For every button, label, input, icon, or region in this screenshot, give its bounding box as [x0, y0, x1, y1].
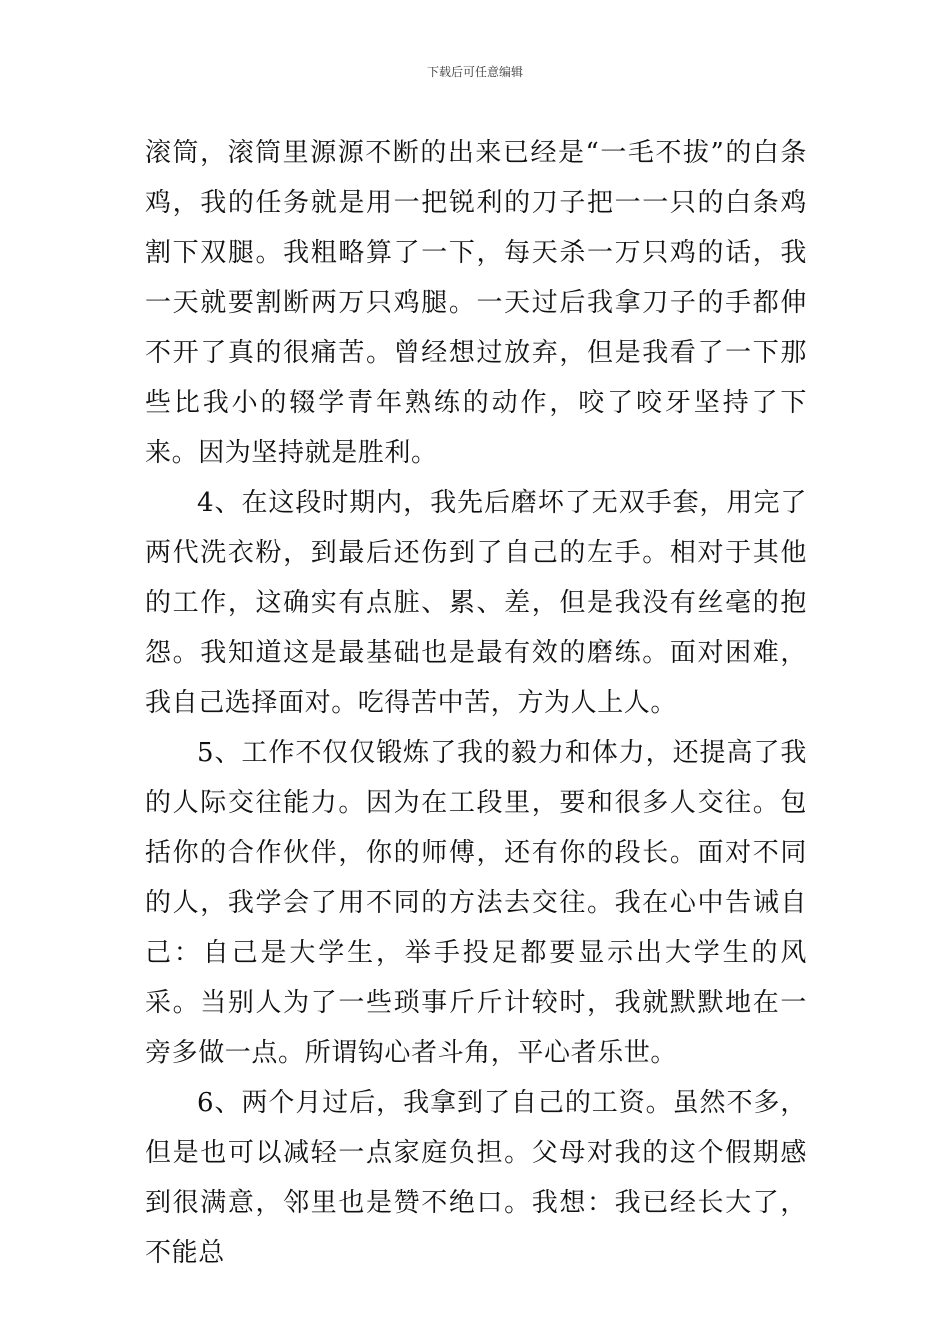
document-body — [145, 128, 807, 1278]
paragraph-6: 6、两个月过后，我拿到了自己的工资。虽然不多，但是也可以减轻一点家庭负担。父母对我的这个假期感到很满意，邻里也是赞不绝口。我想：我已经长大了，不能总 — [145, 1088, 807, 1268]
paragraph-5: 5、工作不仅仅锻炼了我的毅力和体力，还提高了我的人际交往能力。因为在工段里，要和很多人交往。包括你的合作伙伴，你的师傅，还有你的段长。面对不同的人，我学会了用不同的方法去交往。我在心中告诫自己：自己是大学生，举手投足都要显示出大学生的风采。当别人为了一些琐事斤斤计较时，我就默默地在一旁多做一点。所谓钩心者斗角，平心者乐世。 — [145, 738, 807, 1068]
paragraph-4: 4、在这段时期内，我先后磨坏了无双手套，用完了两代洗衣粉，到最后还伤到了自己的左手。相对于其他的工作，这确实有点脏、累、差，但是我没有丝毫的抱怨。我知道这是最基础也是最有效的磨练。面对困难，我自己选择面对。吃得苦中苦，方为人上人。 — [145, 488, 807, 718]
page-header: 下载后可任意编辑 — [426, 65, 523, 79]
paragraph-continuation: 滚筒，滚筒里源源不断的出来已经是“一毛不拔”的白条鸡，我的任务就是用一把锐利的刀子把一一只的白条鸡割下双腿。我粗略算了一下，每天杀一万只鸡的话，我一天就要割断两万只鸡腿。一天过后我拿刀子的手都伸不开了真的很痛苦。曾经想过放弃，但是我看了一下那些比我小的辍学青年熟练的动作，咬了咬牙坚持了下来。因为坚持就是胜利。 — [145, 138, 807, 468]
